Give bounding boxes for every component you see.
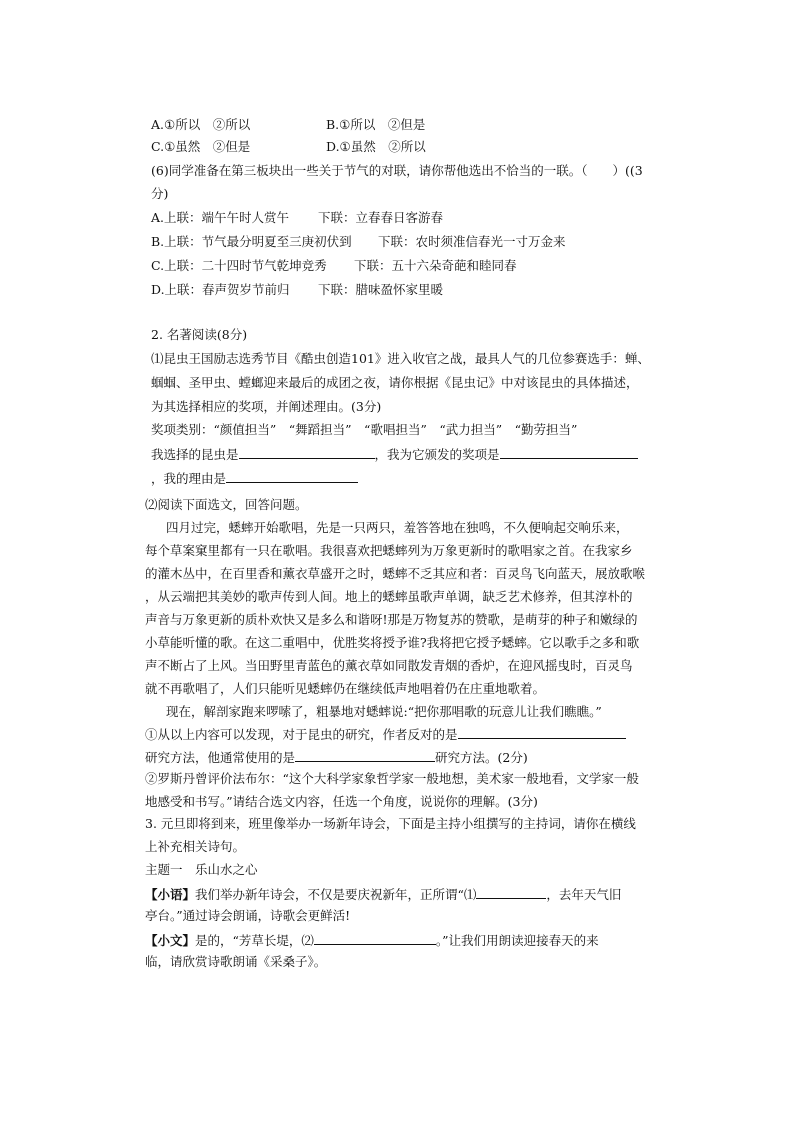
q2-p2-head: ⑵阅读下面选文，回答问题。 xyxy=(145,497,308,512)
xiaowen-text2: 。”让我们用朗读迎接春天的来 xyxy=(435,933,599,948)
option-b: B.①所以 ②但是 xyxy=(326,117,426,132)
option-d: D.①虽然 ②所以 xyxy=(326,139,426,154)
reason-label: ，我的理由是 xyxy=(151,471,227,486)
option-a: A.①所以 ②所以 xyxy=(151,117,251,132)
insect-answer-line xyxy=(151,444,638,463)
q6-b-upper: B.上联：节气最分明夏至三庚初伏到 xyxy=(151,234,352,249)
reason-answer-line xyxy=(151,468,358,487)
option-c: C.①虽然 ②但是 xyxy=(151,139,251,154)
q6-d-upper: D.上联：春声贺岁节前归 xyxy=(151,282,290,297)
xiaowen-line1 xyxy=(145,930,599,949)
award-label: ，我为它颁发的奖项是 xyxy=(374,447,500,462)
award-categories: 奖项类别：“颜值担当” “舞蹈担当” “歌唱担当” “武力担当” “勤劳担当” xyxy=(151,422,578,437)
sub2-line2: 地感受和书写。”请结合选文内容，任选一个角度，说说你的理解。(3分) xyxy=(145,794,538,809)
q3-line2: 上补充相关诗句。 xyxy=(145,839,246,854)
passage-line: 小草能听懂的歌。在这二重唱中，优胜奖将授予谁?我将把它授予蟋蟀。它以歌手之多和歌 xyxy=(145,635,640,650)
q6-a-lower: 下联：立春春日客游春 xyxy=(318,210,444,225)
insect-blank[interactable] xyxy=(239,444,375,459)
q6-d-lower: 下联：腊味盈怀家里暖 xyxy=(318,282,444,297)
passage-line: 每个草案窠里都有一只在歌唱。我很喜欢把蟋蟀列为万象更新时的歌唱家之首。在我家乡 xyxy=(145,543,633,558)
insect-label: 我选择的昆虫是 xyxy=(151,447,239,462)
q6-a-upper: A.上联：端午午时人赏午 xyxy=(151,210,290,225)
xiaoyu-line2: 亭台。”通过诗会朗诵，诗歌会更鲜活! xyxy=(145,908,351,923)
sub1-text-c: 研究方法。(2分) xyxy=(435,750,528,765)
q2-p1-line1: ⑴昆虫王国励志选秀节目《酷虫创造101》进入收官之战，最具人气的几位参赛选手：蝉、 xyxy=(151,351,650,366)
passage-line: 声音与万象更新的质朴欢快又是多么和谐呀!那是万物复苏的赞歌，是萌芽的种子和嫩绿的 xyxy=(145,612,638,627)
reason-blank[interactable] xyxy=(226,468,358,483)
opposed-method-blank[interactable] xyxy=(458,724,626,739)
sub2-line1: ②罗斯丹曾评价法布尔：“这个大科学家象哲学家一般地想，美术家一般地看，文学家一般 xyxy=(145,771,639,786)
q3-line1: 3. 元旦即将到来，班里像举办一场新年诗会，下面是主持小组撰写的主持词，请你在横线 xyxy=(145,816,636,831)
xiaowen-line2: 临，请欣赏诗歌朗诵《采桑子》。 xyxy=(145,954,327,969)
used-method-blank[interactable] xyxy=(295,747,435,762)
passage-line: 声不断占了上风。当田野里青蓝色的薰衣草如同散发青烟的香炉，在迎风摇曳时，百灵鸟 xyxy=(145,658,633,673)
xiaoyu-text1: 我们举办新年诗会，不仅是要庆祝新年，正所谓“⑴ xyxy=(195,887,477,902)
passage-end: 现在，解剖家跑来啰嗦了，粗暴地对蟋蟀说:“把你那唱歌的玩意儿让我们瞧瞧。” xyxy=(166,704,602,719)
sub1-text-b: 研究方法，他通常使用的是 xyxy=(145,750,296,765)
xiaowen-tag: 【小文】 xyxy=(145,933,196,948)
q2-title: 2. 名著阅读(8分) xyxy=(151,327,248,342)
sub1-text-a: ①从以上内容可以发现，对于昆虫的研究，作者反对的是 xyxy=(145,727,458,742)
q6-stem: (6)同学准备在第三板块出一些关于节气的对联，请你帮他选出不恰当的一联。（ ）((3 xyxy=(151,163,643,178)
q6-c-lower: 下联：五十六朵奇葩和睦同春 xyxy=(354,258,517,273)
sub1-line1 xyxy=(145,724,626,743)
q6-b-lower: 下联：农时须准信春光一寸万金来 xyxy=(378,234,566,249)
poem-blank-2[interactable] xyxy=(314,930,436,945)
q6-c-upper: C.上联：二十四时节气乾坤竞秀 xyxy=(151,258,327,273)
q3-theme: 主题一 乐山水之心 xyxy=(145,862,258,877)
q6-stem-cont: 分) xyxy=(151,186,169,201)
passage-line: ，从云端把其美妙的歌声传到人间。地上的蟋蟀虽歌声单调，缺乏艺术修养，但其淳朴的 xyxy=(145,589,633,604)
sub1-line2 xyxy=(145,747,528,766)
xiaoyu-tag: 【小语】 xyxy=(145,887,196,902)
poem-blank-1[interactable] xyxy=(476,884,546,899)
xiaowen-text1: 是的，“芳草长堤，⑵ xyxy=(195,933,314,948)
passage-line: 就不再歌唱了，人们只能听见蟋蟀仍在继续低声地唱着仍在庄重地歌着。 xyxy=(145,681,546,696)
q2-p1-line2: 蝈蝈、圣甲虫、螳螂迎来最后的成团之夜，请你根据《昆虫记》中对该昆虫的具体描述， xyxy=(151,375,639,390)
passage-line: 的灌木丛中，在百里香和薰衣草盛开之时，蟋蟀不乏其应和者：百灵鸟飞向蓝天，展放歌喉 xyxy=(145,566,646,581)
award-blank[interactable] xyxy=(500,444,638,459)
xiaoyu-line1 xyxy=(145,884,621,903)
passage-line: 四月过完，蟋蟀开始歌唱，先是一只两只，羞答答地在独鸣，不久便响起交响乐来， xyxy=(166,520,629,535)
xiaoyu-text2: ，去年天气旧 xyxy=(546,887,622,902)
q2-p1-line3: 为其选择相应的奖项，并阐述理由。(3分) xyxy=(151,399,382,414)
